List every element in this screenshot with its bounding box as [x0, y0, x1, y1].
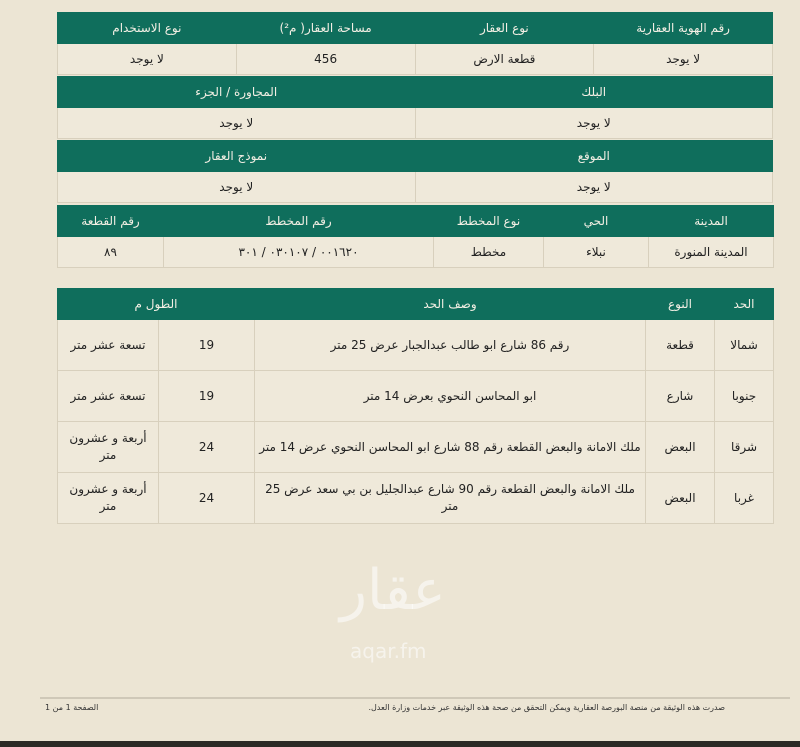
plot-number: ٨٩	[58, 237, 164, 268]
plan-table	[57, 205, 774, 268]
boundary-row	[58, 320, 774, 371]
property-type: قطعة الارض	[415, 44, 594, 75]
header-block: البلك	[415, 77, 773, 108]
boundary-description: ملك الامانة والبعض القطعة رقم 90 شارع عبدالجليل بن بي سعد عرض 25 متر	[255, 473, 646, 524]
boundary-length-words: تسعة عشر متر	[58, 371, 159, 422]
boundary-type: البعض	[646, 473, 715, 524]
watermark-site: aqar.fm	[350, 639, 427, 663]
plan-number: ٠٠١٦٢٠ / ٠٣٠١٠٧ / ٣٠١	[164, 237, 434, 268]
header-length: الطول م	[58, 289, 255, 320]
area: 456	[236, 44, 415, 75]
property-id: لا يوجد	[594, 44, 773, 75]
page-number: الصفحة 1 من 1	[45, 703, 99, 712]
header-area: مساحة العقار( م²)	[236, 13, 415, 44]
boundary-description: رقم 86 شارع ابو طالب عبدالجبار عرض 25 متر	[255, 320, 646, 371]
boundary-length-words: أربعة و عشرون متر	[58, 422, 159, 473]
plan-type: مخطط	[434, 237, 544, 268]
block-table	[57, 76, 773, 139]
boundary-side: جنوبا	[715, 371, 774, 422]
bottom-edge	[0, 741, 800, 747]
boundary-length-words: أربعة و عشرون متر	[58, 473, 159, 524]
footer-note: صدرت هذه الوثيقة من منصة البورصة العقارية ويمكن التحقق من صحة هذه الوثيقة عبر خدمات وزارة العدل.	[368, 703, 725, 712]
header-plan-type: نوع المخطط	[434, 206, 544, 237]
header-property-type: نوع العقار	[415, 13, 594, 44]
header-usage: نوع الاستخدام	[58, 13, 237, 44]
location: لا يوجد	[415, 172, 773, 203]
header-location: الموقع	[415, 141, 773, 172]
boundary-side: غربا	[715, 473, 774, 524]
boundary-row	[58, 371, 774, 422]
watermark-logo: عقار	[340, 558, 446, 623]
usage: لا يوجد	[58, 44, 237, 75]
header-plan-number: رقم المخطط	[164, 206, 434, 237]
footer-divider	[40, 697, 790, 699]
boundary-row	[58, 422, 774, 473]
boundary-description: ابو المحاسن النحوي بعرض 14 متر	[255, 371, 646, 422]
boundary-type: البعض	[646, 422, 715, 473]
block: لا يوجد	[415, 108, 773, 139]
boundary-row	[58, 473, 774, 524]
header-district: الحي	[544, 206, 649, 237]
property-info-table	[57, 12, 773, 75]
boundary-type: شارع	[646, 371, 715, 422]
header-type: النوع	[646, 289, 715, 320]
city: المدينة المنورة	[649, 237, 774, 268]
header-city: المدينة	[649, 206, 774, 237]
header-neighborhood-part: المجاورة / الجزء	[58, 77, 416, 108]
boundary-side: شرقا	[715, 422, 774, 473]
header-plot-number: رقم القطعة	[58, 206, 164, 237]
boundary-length: 24	[159, 473, 255, 524]
boundary-type: قطعة	[646, 320, 715, 371]
property-model: لا يوجد	[58, 172, 416, 203]
boundary-description: ملك الامانة والبعض القطعة رقم 88 شارع ابو المحاسن النحوي عرض 14 متر	[255, 422, 646, 473]
boundary-length: 19	[159, 371, 255, 422]
boundaries-table	[57, 288, 774, 524]
boundary-length: 24	[159, 422, 255, 473]
neighborhood-part: لا يوجد	[58, 108, 416, 139]
district: نبلاء	[544, 237, 649, 268]
boundary-length-words: تسعة عشر متر	[58, 320, 159, 371]
header-property-id: رقم الهوية العقارية	[594, 13, 773, 44]
location-table	[57, 140, 773, 203]
boundary-length: 19	[159, 320, 255, 371]
header-property-model: نموذج العقار	[58, 141, 416, 172]
boundary-side: شمالا	[715, 320, 774, 371]
header-side: الحد	[715, 289, 774, 320]
header-description: وصف الحد	[255, 289, 646, 320]
